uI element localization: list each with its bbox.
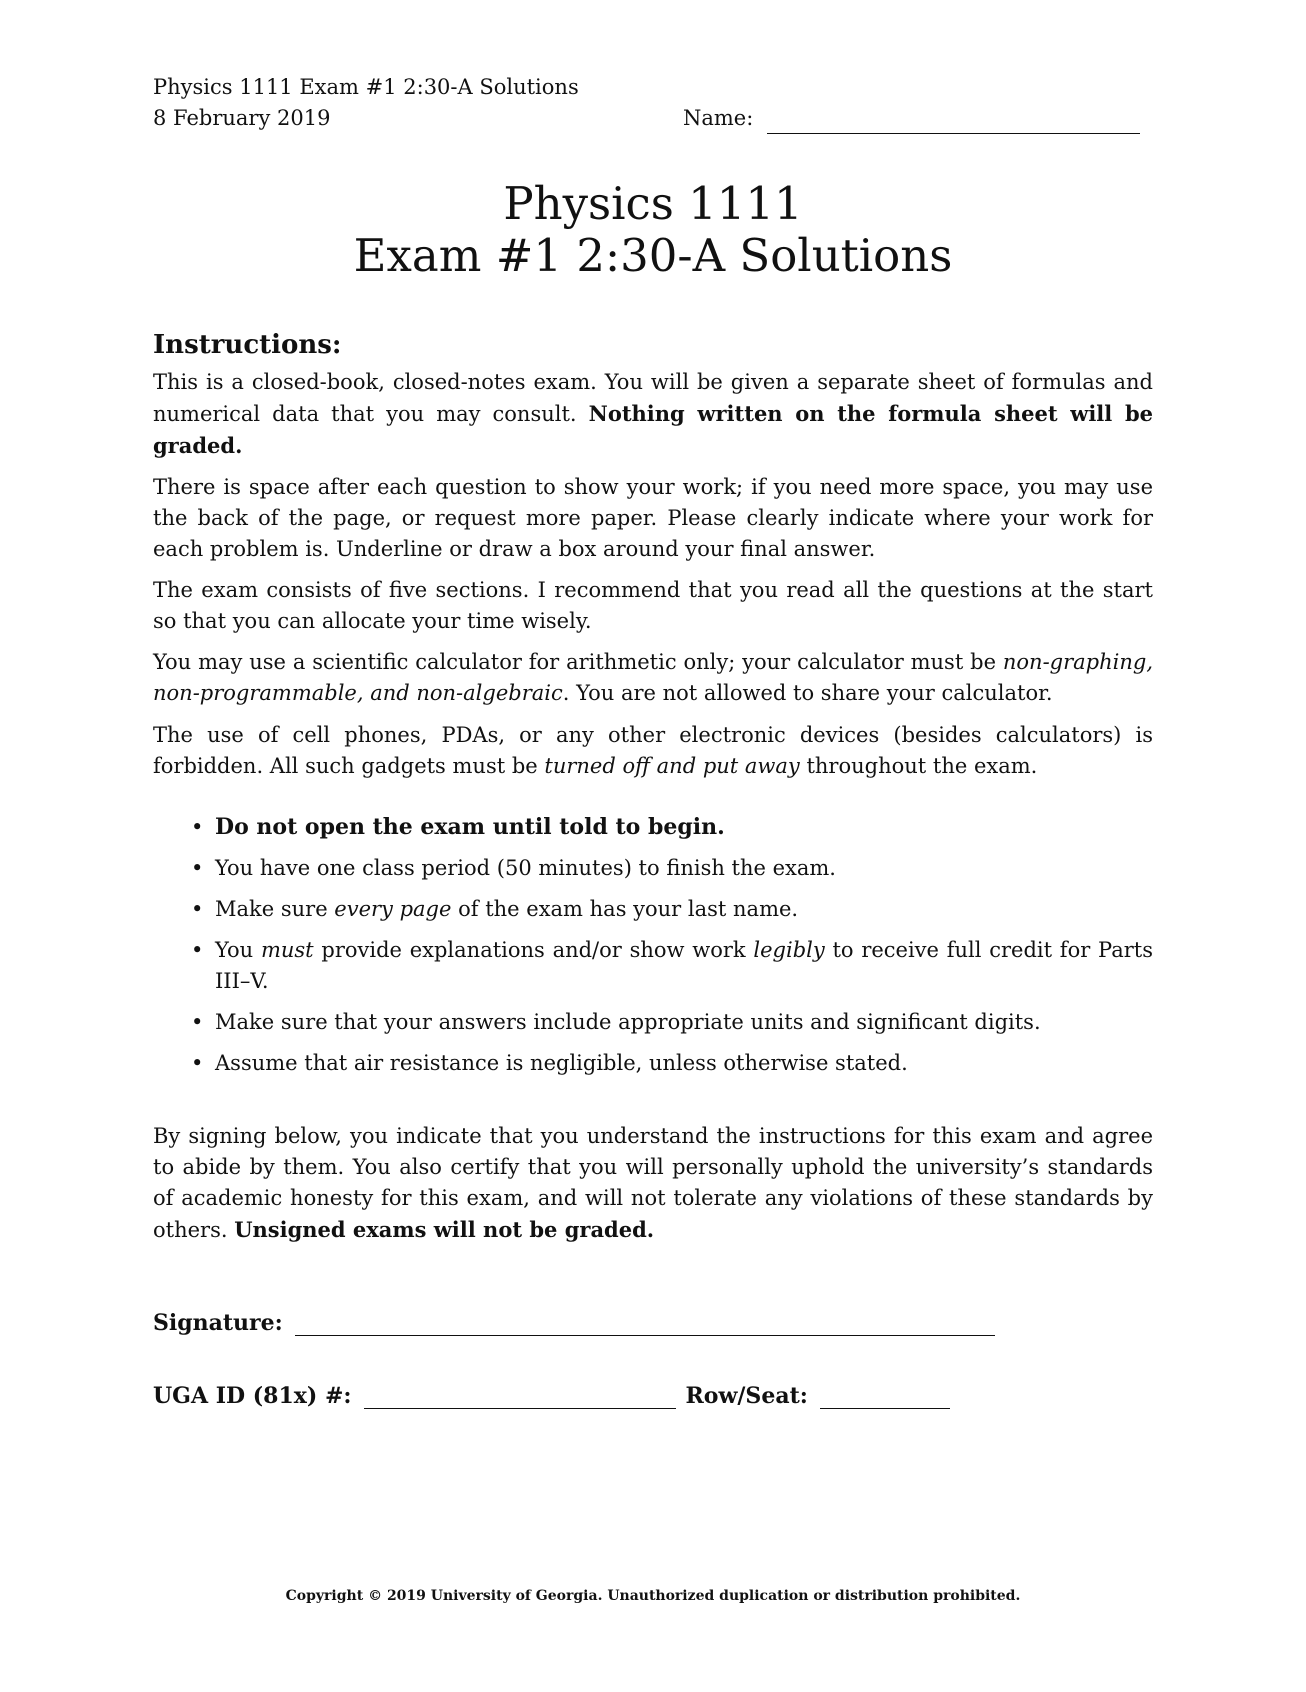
name-blank-line[interactable]: [767, 113, 1140, 134]
page-title: [0, 178, 1306, 282]
bullet-text-1: Do not open the exam until told to begin.: [215, 814, 725, 840]
p5-text-b: throughout the exam.: [799, 754, 1038, 778]
instructions-paragraph-2: There is space after each question to show your work; if you need more space, you may use the back of the page, or request more paper. Please clearly indicate where your work for each problem is. Underline or draw a box around your final answer.: [153, 475, 1153, 561]
p4-text-b: . You are not allowed to share your calculator.: [562, 681, 1053, 705]
instructions-heading: Instructions:: [153, 330, 342, 360]
list-item: [183, 853, 1153, 884]
name-field[interactable]: [683, 103, 1140, 134]
list-item: [183, 894, 1153, 925]
uga-id-label: UGA ID (81x) #:: [153, 1383, 352, 1409]
bullet-italic-4b: legibly: [753, 938, 825, 962]
bullet-text-5: Make sure that your answers include appropriate units and significant digits.: [215, 1010, 1041, 1034]
bullet-text-4c: to receive full credit for Parts III–V.: [215, 938, 1153, 993]
instructions-paragraph-5: [153, 720, 1153, 782]
bullet-text-2: You have one class period (50 minutes) to finish the exam.: [215, 856, 836, 880]
exam-date: 8 February 2019: [153, 106, 331, 130]
p5-text-a: The use of cell phones, PDAs, or any other electronic devices (besides calculators) is forbidden. All such gadgets must be: [153, 723, 1153, 778]
bullet-italic-4a: must: [260, 938, 314, 962]
name-label: Name:: [683, 106, 754, 130]
bullet-text-4b: provide explanations and/or show work: [313, 938, 754, 962]
title-line-2: Exam #1 2:30-A Solutions: [353, 229, 953, 282]
list-item: [183, 1007, 1153, 1038]
signature-label: Signature:: [153, 1310, 283, 1336]
row-seat-label: Row/Seat:: [685, 1383, 808, 1409]
bullet-text-3b: of the exam has your last name.: [451, 897, 799, 921]
p4-italic: non-graphing, non-programmable, and non-algebraic: [153, 650, 1153, 705]
bullet-icon: •: [191, 1010, 204, 1034]
bullet-text-6: Assume that air resistance is negligible, unless otherwise stated.: [215, 1051, 908, 1075]
agreement-paragraph: [153, 1121, 1153, 1246]
instructions-paragraph-3: The exam consists of five sections. I recommend that you read all the questions at the start so that you can allocate your time wisely.: [153, 578, 1153, 633]
copyright-footer: Copyright © 2019 University of Georgia. Unauthorized duplication or distribution prohibited.: [285, 1588, 1021, 1604]
instructions-paragraph-1: [153, 367, 1153, 462]
agreement-bold: Unsigned exams will not be graded.: [234, 1217, 655, 1242]
course-line: Physics 1111 Exam #1 2:30-A Solutions: [153, 75, 579, 99]
bullet-icon: •: [191, 938, 204, 962]
bullet-text-4a: You: [215, 938, 261, 962]
row-seat-blank-line[interactable]: [820, 1388, 950, 1409]
bullet-icon: •: [191, 897, 204, 921]
signature-row: [153, 1310, 995, 1336]
agreement-text: By signing below, you indicate that you understand the instructions for this exam and agree to abide by them. You also certify that you will personally uphold the university’s standards of academic honesty for this exam, and will not tolerate any violations of these standards by others.: [153, 1124, 1153, 1242]
header-info: [153, 72, 579, 134]
list-item: [183, 1048, 1153, 1079]
instructions-paragraph-4: [153, 647, 1153, 709]
bullet-text-3a: Make sure: [215, 897, 335, 921]
p1-text: This is a closed-book, closed-notes exam. You will be given a separate sheet of formulas and numerical data that you may consult.: [153, 370, 1153, 426]
rules-list: [183, 812, 1153, 1089]
list-item: [183, 812, 1153, 843]
uga-id-blank-line[interactable]: [364, 1388, 676, 1409]
bullet-icon: •: [191, 856, 204, 880]
bullet-icon: •: [191, 1051, 204, 1075]
p1-bold: Nothing written on the formula sheet will be graded.: [153, 401, 1153, 458]
p5-italic: turned off and put away: [544, 754, 800, 778]
p4-text-a: You may use a scientific calculator for arithmetic only; your calculator must be: [153, 650, 1003, 674]
bullet-icon: •: [191, 815, 204, 839]
bullet-italic-3: every page: [334, 897, 452, 921]
id-seat-row: [153, 1383, 950, 1409]
signature-blank-line[interactable]: [295, 1315, 995, 1336]
list-item: [183, 935, 1153, 997]
title-line-1: Physics 1111: [503, 177, 803, 230]
